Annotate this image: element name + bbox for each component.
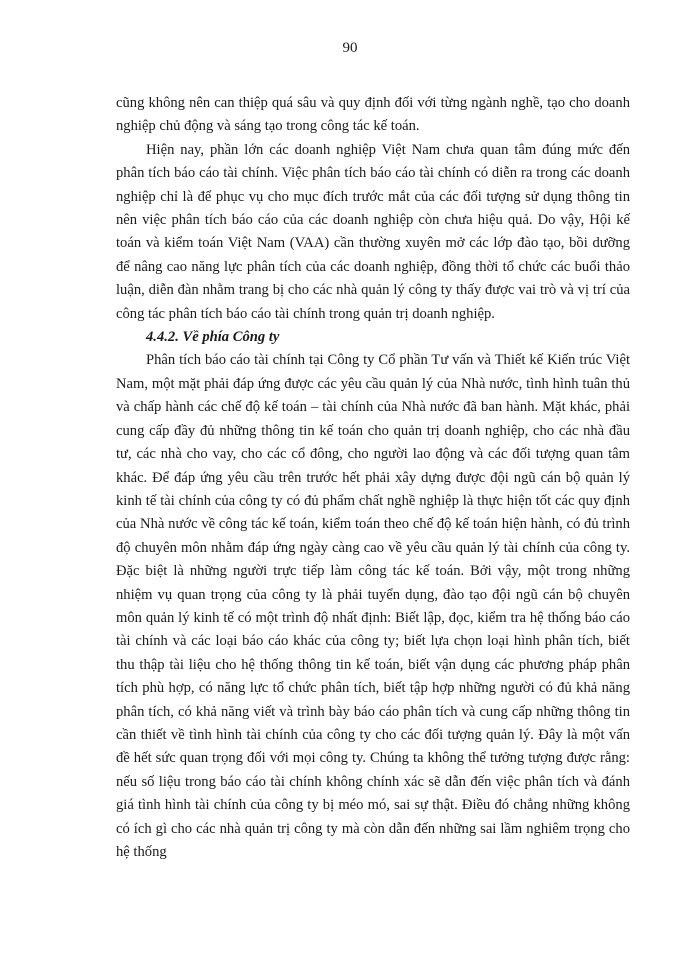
paragraph-company-analysis: Phân tích báo cáo tài chính tại Công ty Cổ phần Tư vấn và Thiết kế Kiến trúc Việt Nam, một mặt phải đáp ứng được các yêu cầu quản lý của Nhà nước, tình hình tuân thủ và chấp hành các chế độ kế toán – tài chính của Nhà nước đã ban hành. Mặt khác, phải cung cấp đầy đủ những thông tin kế toán cho quản trị doanh nghiệp, cho các nhà đầu tư, các nhà cho vay, cho các cổ đông, cho người lao động và các đối tượng quan tâm khác. Để đáp ứng yêu cầu trên trước hết phải xây dựng được đội ngũ cán bộ quản lý kinh tế tài chính của công ty có đủ phẩm chất nghề nghiệp là thực hiện tốt các quy định của Nhà nước về công tác kế toán, kiểm toán theo chế độ kế toán hiện hành, có đủ trình độ chuyên môn nhằm đáp ứng ngày càng cao về yêu cầu quản lý tài chính của công ty. Đặc biệt là những người trực tiếp làm công tác kế toán. Bởi vậy, một trong những nhiệm vụ quan trọng của công ty là phải tuyển dụng, đào tạo đội ngũ cán bộ chuyên môn quản lý kinh tế có một trình độ nhất định: Biết lập, đọc, kiểm tra hệ thống báo cáo tài chính và các loại báo cáo khác của công ty; biết lựa chọn loại hình phân tích, biết thu thập tài liệu cho hệ thống thông tin kế toán, biết vận dụng các phương pháp phân tích phù hợp, có năng lực tổ chức phân tích, biết tập hợp những người có đủ khả năng phân tích, có khả năng viết và trình bày báo cáo phân tích và cung cấp những thông tin cần thiết về tình hình tài chính của công ty cho các đối tượng quản lý. Đây là một vấn đề hết sức quan trọng đối với mọi công ty. Chúng ta không thể tưởng tượng được rằng: nếu số liệu trong báo cáo tài chính không chính xác sẽ dẫn đến việc phân tích và đánh giá tình hình tài chính của công ty bị méo mó, sai sự thật. Điều đó chẳng những không có ích gì cho các nhà quản trị công ty mà còn dẫn đến những sai lầm nghiêm trọng cho hệ thống: [116, 352, 630, 860]
section-heading: 4.4.2. Về phía Công ty: [146, 329, 280, 346]
paragraph-vietnam-enterprises: Hiện nay, phần lớn các doanh nghiệp Việt Nam chưa quan tâm đúng mức đến phân tích báo cáo tài chính. Việc phân tích báo cáo tài chính có diễn ra trong các doanh nghiệp chỉ là để phục vụ cho mục đích trước mắt của các đối tượng sử dụng thông tin nên việc phân tích báo cáo của các doanh nghiệp còn chưa hiệu quả. Do vậy, Hội kế toán và kiểm toán Việt Nam (VAA) cần thường xuyên mở các lớp đào tạo, bồi dưỡng để nâng cao năng lực phân tích của các doanh nghiệp, đồng thời tổ chức các buổi thảo luận, diễn đàn nhằm trang bị cho các nhà quản lý công ty thấy được vai trò và vị trí của công tác phân tích báo cáo tài chính trong quản trị doanh nghiệp.: [116, 141, 630, 322]
paragraph-continuation: cũng không nên can thiệp quá sâu và quy định đối với từng ngành nghề, tạo cho doanh nghiệp chủ động và sáng tạo trong công tác kế toán.: [116, 95, 630, 135]
document-body: [116, 92, 630, 864]
page-number: 90: [342, 40, 358, 56]
